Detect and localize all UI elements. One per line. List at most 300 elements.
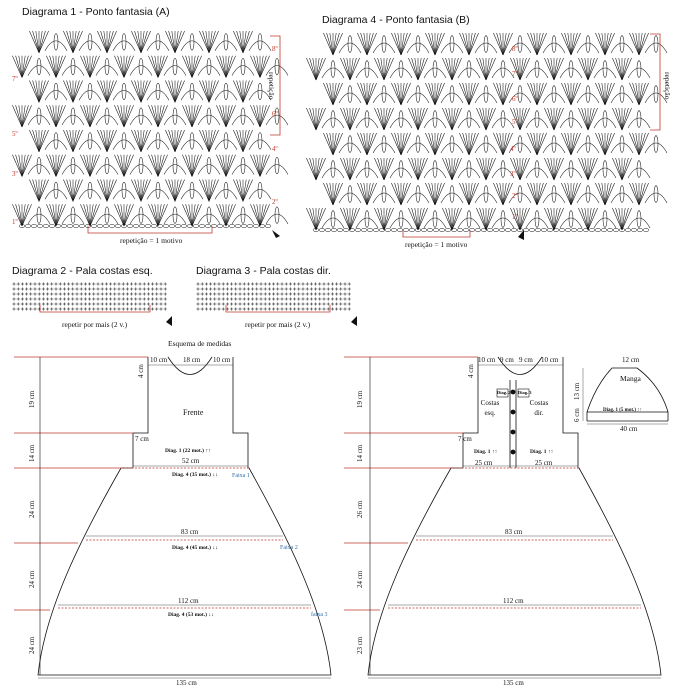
single-crochet <box>38 292 41 295</box>
single-crochet <box>272 287 275 290</box>
single-crochet <box>348 297 351 300</box>
single-crochet <box>25 297 28 300</box>
single-crochet <box>12 287 15 290</box>
single-crochet <box>293 302 296 305</box>
fan-motif <box>459 183 497 205</box>
puff-stitch <box>122 133 126 150</box>
single-crochet <box>138 292 141 295</box>
single-crochet <box>255 287 258 290</box>
single-crochet <box>226 292 229 295</box>
chain-loop <box>492 218 514 228</box>
single-crochet <box>205 297 208 300</box>
single-crochet <box>33 282 36 285</box>
single-crochet <box>75 282 78 285</box>
chain-stitch <box>523 228 529 231</box>
single-crochet <box>164 287 167 290</box>
puff-stitch <box>433 161 437 178</box>
single-crochet <box>339 297 342 300</box>
puff-stitch <box>54 182 58 199</box>
fan-motif <box>340 158 378 180</box>
single-crochet <box>251 302 254 305</box>
puff-stitch <box>484 186 488 203</box>
single-crochet <box>50 287 53 290</box>
single-crochet <box>226 287 229 290</box>
chain-stitch <box>607 228 613 231</box>
single-crochet <box>130 282 133 285</box>
fan-motif <box>595 83 633 105</box>
single-crochet <box>268 307 271 310</box>
d4-row-6: 6º <box>512 95 518 103</box>
fan-motif <box>131 180 169 202</box>
chain-stitch <box>331 228 337 231</box>
fan-motif <box>408 58 446 80</box>
single-crochet <box>101 282 104 285</box>
single-crochet <box>201 297 204 300</box>
single-crochet <box>54 282 57 285</box>
single-crochet <box>301 307 304 310</box>
single-crochet <box>46 302 49 305</box>
fan-motif <box>12 105 50 127</box>
crochet-chart-yoke-left <box>12 282 166 310</box>
single-crochet <box>164 297 167 300</box>
single-crochet <box>280 302 283 305</box>
single-crochet <box>63 282 66 285</box>
chain-loop <box>198 165 220 175</box>
fan-motif <box>148 204 186 226</box>
puff-stitch <box>105 108 109 125</box>
d4-row-7: 7º <box>512 70 518 78</box>
chain-loop <box>147 189 169 199</box>
back-h5: 23 cm <box>356 636 364 654</box>
fan-motif <box>527 83 565 105</box>
single-crochet <box>243 297 246 300</box>
chain-loop <box>249 41 271 51</box>
chain-loop <box>198 115 220 125</box>
single-crochet <box>217 297 220 300</box>
puff-stitch <box>382 136 386 153</box>
single-crochet <box>276 297 279 300</box>
fan-motif <box>527 133 565 155</box>
single-crochet <box>205 307 208 310</box>
sleeve-bottom-width: 40 cm <box>620 425 638 433</box>
fan-motif <box>63 130 101 152</box>
single-crochet <box>50 302 53 305</box>
puff-stitch <box>37 108 41 125</box>
fan-motif <box>561 183 599 205</box>
chain-loop <box>526 218 548 228</box>
puff-stitch <box>190 34 194 51</box>
single-crochet <box>33 292 36 295</box>
puff-stitch <box>241 108 245 125</box>
single-crochet <box>234 302 237 305</box>
single-crochet <box>238 297 241 300</box>
puff-stitch <box>173 58 177 75</box>
chain-loop <box>526 118 548 128</box>
single-crochet <box>92 287 95 290</box>
single-crochet <box>293 287 296 290</box>
single-crochet <box>138 282 141 285</box>
single-crochet <box>213 302 216 305</box>
puff-stitch <box>603 211 607 228</box>
fan-motif <box>340 58 378 80</box>
puff-stitch <box>535 211 539 228</box>
chain-loop <box>577 93 599 103</box>
single-crochet <box>101 307 104 310</box>
single-crochet <box>322 302 325 305</box>
single-crochet <box>343 302 346 305</box>
fan-motif <box>46 155 84 177</box>
single-crochet <box>151 282 154 285</box>
single-crochet <box>306 287 309 290</box>
puff-stitch <box>365 111 369 128</box>
single-crochet <box>59 287 62 290</box>
back-dress-outline <box>368 357 661 675</box>
single-crochet <box>259 302 262 305</box>
single-crochet <box>88 282 91 285</box>
puff-stitch <box>37 207 41 224</box>
chain-stitch <box>145 224 151 227</box>
single-crochet <box>259 307 262 310</box>
puff-stitch <box>224 182 228 199</box>
single-crochet <box>126 287 129 290</box>
single-crochet <box>42 302 45 305</box>
single-crochet <box>343 282 346 285</box>
fan-motif <box>578 108 616 130</box>
fan-motif <box>374 58 412 80</box>
single-crochet <box>59 282 62 285</box>
single-crochet <box>297 302 300 305</box>
single-crochet <box>322 307 325 310</box>
fan-motif <box>595 133 633 155</box>
chain-loop <box>407 43 429 53</box>
fan-motif <box>459 133 497 155</box>
fan-motif <box>182 155 220 177</box>
fan-motif <box>29 130 67 152</box>
puff-stitch <box>139 207 143 224</box>
chain-loop <box>577 143 599 153</box>
fan-motif <box>374 108 412 130</box>
fan-motif <box>80 155 118 177</box>
single-crochet <box>280 297 283 300</box>
single-crochet <box>314 307 317 310</box>
fan-motif <box>233 81 271 103</box>
fan-motif <box>544 108 582 130</box>
single-crochet <box>272 302 275 305</box>
single-crochet <box>196 292 199 295</box>
chain-loop <box>424 118 446 128</box>
puff-stitch <box>586 36 590 53</box>
single-crochet <box>71 302 74 305</box>
front-h1: 19 cm <box>28 390 36 408</box>
single-crochet <box>285 287 288 290</box>
single-crochet <box>42 287 45 290</box>
single-crochet <box>75 292 78 295</box>
single-crochet <box>247 297 250 300</box>
d1-row-6: 6º <box>272 110 278 118</box>
front-h2: 14 cm <box>28 444 36 462</box>
fan-motif <box>578 208 616 230</box>
puff-stitch <box>331 161 335 178</box>
fan-motif <box>425 133 463 155</box>
single-crochet <box>222 307 225 310</box>
fan-motif <box>80 204 118 226</box>
single-crochet <box>322 297 325 300</box>
front-faixa1: Faixa 1 <box>232 473 250 479</box>
chain-loop <box>424 218 446 228</box>
single-crochet <box>314 292 317 295</box>
single-crochet <box>143 292 146 295</box>
chain-loop <box>645 43 667 53</box>
chain-loop <box>458 118 480 128</box>
chain-loop <box>390 218 412 228</box>
diagram4-repeat: repetição = 1 motivo <box>405 240 468 249</box>
single-crochet <box>209 292 212 295</box>
chain-loop <box>526 68 548 78</box>
single-crochet <box>322 292 325 295</box>
single-crochet <box>12 307 15 310</box>
single-crochet <box>17 282 20 285</box>
single-crochet <box>92 282 95 285</box>
single-crochet <box>201 307 204 310</box>
chain-loop <box>215 90 237 100</box>
chain-loop <box>628 168 650 178</box>
single-crochet <box>155 282 158 285</box>
front-neck-depth: 4 cm <box>137 364 145 378</box>
d1-row-3: 3º <box>12 170 18 178</box>
fan-motif <box>12 204 50 226</box>
fan-motif <box>250 105 288 127</box>
single-crochet <box>217 282 220 285</box>
puff-stitch <box>416 186 420 203</box>
chain-stitch <box>535 228 541 231</box>
single-crochet <box>251 307 254 310</box>
single-crochet <box>276 302 279 305</box>
chain-loop <box>96 66 118 76</box>
single-crochet <box>331 302 334 305</box>
single-crochet <box>335 307 338 310</box>
d1-row-1: 1º <box>12 218 18 226</box>
single-crochet <box>164 307 167 310</box>
chain-stitch <box>355 228 361 231</box>
puff-stitch <box>637 61 641 78</box>
single-crochet <box>213 297 216 300</box>
puff-stitch <box>654 136 658 153</box>
chain-loop <box>611 193 633 203</box>
chain-stitch <box>175 224 181 227</box>
fan-motif <box>408 108 446 130</box>
chain-stitch <box>163 224 169 227</box>
button-icon <box>511 450 516 455</box>
fan-motif <box>148 105 186 127</box>
single-crochet <box>268 297 271 300</box>
chain-stitch <box>337 228 343 231</box>
puff-stitch <box>450 36 454 53</box>
chain-loop <box>322 218 344 228</box>
single-crochet <box>159 292 162 295</box>
puff-stitch <box>54 133 58 150</box>
single-crochet <box>348 287 351 290</box>
puff-stitch <box>433 61 437 78</box>
chain-loop <box>266 214 288 224</box>
single-crochet <box>289 307 292 310</box>
single-crochet <box>25 307 28 310</box>
single-crochet <box>138 297 141 300</box>
puff-stitch <box>654 86 658 103</box>
chain-loop <box>407 193 429 203</box>
chain-stitch <box>25 224 31 227</box>
puff-stitch <box>122 182 126 199</box>
chain-loop <box>594 118 616 128</box>
single-crochet <box>318 292 321 295</box>
single-crochet <box>117 302 120 305</box>
chain-stitch <box>463 228 469 231</box>
chain-stitch <box>505 228 511 231</box>
single-crochet <box>71 292 74 295</box>
chain-loop <box>594 168 616 178</box>
single-crochet <box>80 297 83 300</box>
puff-stitch <box>569 161 573 178</box>
single-crochet <box>147 287 150 290</box>
single-crochet <box>238 307 241 310</box>
single-crochet <box>21 282 24 285</box>
single-crochet <box>306 292 309 295</box>
fan-motif <box>233 31 271 53</box>
chain-loop <box>215 41 237 51</box>
diagram2-title: Diagrama 2 - Pala costas esq. <box>12 265 153 277</box>
front-label: Frente <box>183 408 204 417</box>
puff-stitch <box>71 58 75 75</box>
chain-stitch <box>49 224 55 227</box>
single-crochet <box>343 297 346 300</box>
chain-loop <box>543 43 565 53</box>
d1-row-7: 7º <box>12 75 18 83</box>
single-crochet <box>343 292 346 295</box>
puff-stitch <box>71 157 75 174</box>
single-crochet <box>147 302 150 305</box>
puff-stitch <box>501 111 505 128</box>
chain-loop <box>560 168 582 178</box>
fan-motif <box>374 208 412 230</box>
single-crochet <box>105 302 108 305</box>
chain-loop <box>526 168 548 178</box>
fan-motif <box>12 56 50 78</box>
single-crochet <box>25 302 28 305</box>
single-crochet <box>217 292 220 295</box>
chain-stitch <box>577 228 583 231</box>
single-crochet <box>301 297 304 300</box>
fan-motif <box>561 33 599 55</box>
single-crochet <box>222 287 225 290</box>
puff-stitch <box>603 111 607 128</box>
single-crochet <box>234 292 237 295</box>
single-crochet <box>264 282 267 285</box>
chain-loop <box>373 143 395 153</box>
fan-motif <box>629 133 667 155</box>
single-crochet <box>75 297 78 300</box>
back-right-label: Costas dir. <box>529 399 549 417</box>
puff-stitch <box>416 36 420 53</box>
single-crochet <box>310 282 313 285</box>
fan-motif <box>425 183 463 205</box>
single-crochet <box>88 297 91 300</box>
fan-motif <box>476 108 514 130</box>
chain-stitch <box>205 224 211 227</box>
puff-stitch <box>331 211 335 228</box>
single-crochet <box>217 287 220 290</box>
single-crochet <box>71 297 74 300</box>
single-crochet <box>268 287 271 290</box>
single-crochet <box>255 302 258 305</box>
front-diag1: Diag. 1 (22 mot.) ↑↑ <box>165 448 211 454</box>
single-crochet <box>155 287 158 290</box>
single-crochet <box>234 307 237 310</box>
single-crochet <box>122 282 125 285</box>
puff-stitch <box>122 34 126 51</box>
back-half-right: 25 cm <box>535 459 553 467</box>
single-crochet <box>130 292 133 295</box>
fan-motif <box>46 204 84 226</box>
single-crochet <box>213 292 216 295</box>
fan-motif <box>131 130 169 152</box>
front-chest: 52 cm <box>182 457 200 465</box>
chain-loop <box>130 66 152 76</box>
puff-stitch <box>122 83 126 100</box>
chain-loop <box>492 68 514 78</box>
fan-motif <box>216 204 254 226</box>
d1-row-2: 2º <box>272 198 278 206</box>
single-crochet <box>25 282 28 285</box>
chain-loop <box>215 189 237 199</box>
single-crochet <box>96 292 99 295</box>
single-crochet <box>33 297 36 300</box>
single-crochet <box>196 287 199 290</box>
single-crochet <box>117 282 120 285</box>
chain-loop <box>560 118 582 128</box>
single-crochet <box>289 302 292 305</box>
diagram3-repeat: repetir por mais (2 v.) <box>245 320 311 329</box>
puff-stitch <box>552 86 556 103</box>
chain-loop <box>96 165 118 175</box>
single-crochet <box>247 307 250 310</box>
chain-loop <box>113 189 135 199</box>
single-crochet <box>217 302 220 305</box>
single-crochet <box>306 302 309 305</box>
d4-row-1: 1º <box>512 213 518 221</box>
fan-motif <box>199 81 237 103</box>
puff-stitch <box>518 86 522 103</box>
single-crochet <box>122 297 125 300</box>
puff-stitch <box>399 161 403 178</box>
front-h5: 24 cm <box>28 636 36 654</box>
chain-loop <box>373 43 395 53</box>
chain-stitch <box>529 228 535 231</box>
single-crochet <box>109 287 112 290</box>
chain-stitch <box>589 228 595 231</box>
single-crochet <box>285 282 288 285</box>
fan-motif <box>97 130 135 152</box>
single-crochet <box>105 282 108 285</box>
single-crochet <box>201 302 204 305</box>
single-crochet <box>205 287 208 290</box>
single-crochet <box>130 287 133 290</box>
fan-motif <box>63 180 101 202</box>
single-crochet <box>33 302 36 305</box>
chain-stitch <box>151 224 157 227</box>
single-crochet <box>348 302 351 305</box>
front-w112: 112 cm <box>178 597 199 605</box>
back-left-label: Costas esq. <box>480 399 500 417</box>
single-crochet <box>67 282 70 285</box>
